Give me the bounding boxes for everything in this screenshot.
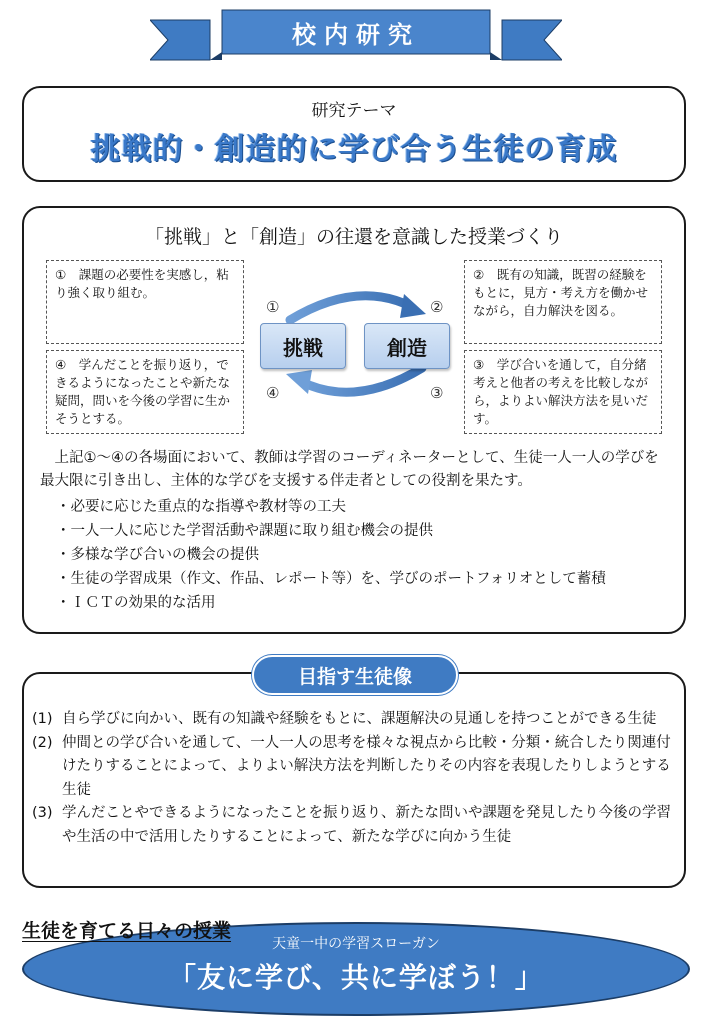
cycle-number-4: ④	[266, 384, 280, 402]
step-4-box: ④ 学んだことを振り返り，できるようになったことや新たな疑問，問いを今後の学習に生かそうとする。	[46, 350, 244, 434]
list-item: ・一人一人に応じた学習活動や課題に取り組む機会の提供	[56, 523, 433, 539]
teacher-role-paragraph: 上記①～④の各場面において、教師は学習のコーディネーターとして、生徒一人一人の学びを最大限に引き出し、主体的な学びを支援する伴走者としての役割を果たす。	[40, 450, 659, 489]
goal-number: (3)	[32, 805, 53, 821]
banner-title: 校内研究	[292, 20, 420, 49]
cycle-number-3: ③	[430, 384, 444, 402]
theme-title: 挑戦的・創造的に学び合う生徒の育成	[90, 132, 618, 167]
list-item: ・必要に応じた重点的な指導や教材等の工夫	[56, 499, 346, 515]
goal-number: (2)	[32, 734, 53, 751]
goal-text: 学んだことやできるようになったことを振り返り、新たな問いや課題を発見したり今後の学習や生活の中で活用したりすることによって、新たな学びに向かう生徒	[62, 805, 671, 845]
cycle-number-2: ②	[430, 298, 444, 316]
list-item	[32, 708, 680, 732]
list-item: ・多様な学び合いの機会の提供	[56, 547, 259, 563]
step-2-box: ② 既有の知識，既習の経験をもとに，見方・考え方を働かせながら，自力解決を図る。	[464, 260, 662, 344]
step-1-box: ① 課題の必要性を実感し，粘り強く取り組む。	[46, 260, 244, 344]
goal-student-list	[32, 708, 680, 849]
slogan-label: 天童一中の学習スローガン	[272, 936, 440, 952]
goal-student-title: 目指す生徒像	[252, 655, 458, 695]
step-3-box: ③ 学び合いを通して，自分緒考えと他者の考えを比較しながら，よりよい解決方法を見いだす。	[464, 350, 662, 434]
list-item	[32, 732, 680, 803]
daily-lessons-heading: 生徒を育てる日々の授業	[22, 920, 232, 942]
list-item: ・生徒の学習成果（作文、作品、レポート等）を、学びのポートフォリオとして蓄積	[56, 571, 606, 587]
goal-number: (1)	[32, 711, 53, 727]
lesson-design-heading: 「挑戦」と「創造」の往還を意識した授業づくり	[144, 226, 563, 248]
support-bullet-list	[56, 495, 676, 615]
challenge-box: 挑戦	[260, 323, 346, 369]
theme-label: 研究テーマ	[311, 101, 397, 121]
list-item	[32, 802, 680, 849]
goal-text: 自ら学びに向かい、既有の知識や経験をもとに、課題解決の見通しを持つことができる生徒	[62, 711, 657, 727]
slogan-text: 「友に学び、共に学ぼう！」	[168, 961, 544, 994]
cycle-number-1: ①	[266, 298, 280, 316]
list-item: ・ＩＣＴの効果的な活用	[56, 595, 216, 611]
creation-box: 創造	[364, 323, 450, 369]
goal-text: 仲間との学び合いを通して、一人一人の思考を様々な視点から比較・分類・統合したり関連付けたりすることによって、よりよい解決方法を判断したりその内容を表現したりしようとする生徒	[62, 734, 671, 798]
